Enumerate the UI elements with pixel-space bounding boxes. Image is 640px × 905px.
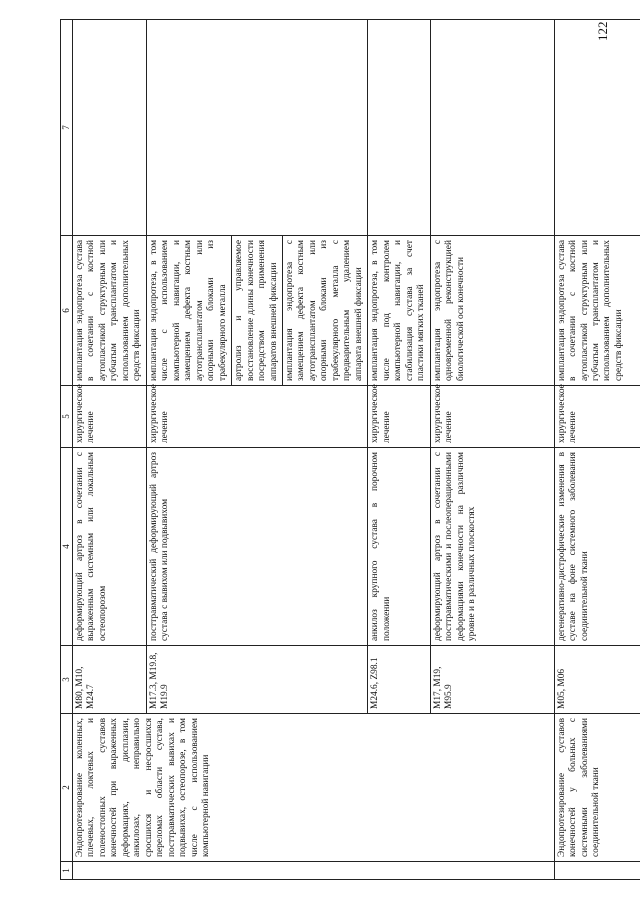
- empty-cell: [554, 20, 640, 236]
- treatment-method: имплантация эндопротеза с замещением дефекта костным аутотрансплантатом или опорными блоками из трабекулярного металла с предварительным удалением аппарата внешней фиксации: [282, 236, 367, 386]
- number-cell: [554, 862, 640, 880]
- diagnosis-codes: M24.6, Z98.1: [368, 646, 430, 714]
- treatment-type: хирургическое лечение: [368, 386, 430, 448]
- column-number: 7: [61, 20, 73, 236]
- column-number-row: [61, 20, 73, 880]
- empty-cell: [146, 20, 367, 236]
- diagnosis-codes: M17, M19, M95.9: [430, 646, 554, 714]
- column-number: 5: [61, 386, 73, 448]
- column-number: 3: [61, 646, 73, 714]
- treatment-method: имплантация эндопротеза, в том числе под контролем компьютерной навигации, и стабилизация сустава за счет пластики мягких тканей: [368, 236, 430, 386]
- column-number: 6: [61, 236, 73, 386]
- treatment-type: хирургическое лечение: [73, 386, 147, 448]
- patient-model: посттравматический деформирующий артроз сустава с вывихом или подвывихом: [146, 448, 367, 646]
- treatment-type: хирургическое лечение: [554, 386, 640, 448]
- column-number: 1: [61, 862, 73, 880]
- procedure-name: Эндопротезирование коленных, плечевых, локтевых и голеностопных суставов конечностей при выраженных деформациях, дисплазии, анкилозах, неправильно сросшихся и несросшихся переломах области сустава, посттравматических вывихах и подвывихах, остеопорозе, в том числе с использованием компьютерной навигации: [73, 714, 555, 862]
- empty-cell: [430, 20, 554, 236]
- diagnosis-codes: M17.3, M19.8, M19.9: [146, 646, 367, 714]
- treatment-method: имплантация эндопротеза с одновременной реконструкцией биологической оси конечности: [430, 236, 554, 386]
- page-number: 122: [595, 21, 610, 41]
- column-number: 4: [61, 448, 73, 646]
- procedure-name: Эндопротезирование суставов конечностей у больных с системными заболеваниями соединительной ткани: [554, 714, 640, 862]
- diagnosis-codes: M05, M06: [554, 646, 640, 714]
- diagnosis-codes: M80, M10, M24.7: [73, 646, 147, 714]
- empty-cell: [368, 20, 430, 236]
- column-number: 2: [61, 714, 73, 862]
- treatment-method: имплантация эндопротеза сустава в сочетании с костной аутопластикой структурным или губчатым трансплантатом и использованием дополнительных средств фиксации: [73, 236, 147, 386]
- treatment-type: хирургическое лечение: [146, 386, 367, 448]
- table-row: [73, 20, 147, 880]
- treatment-method: артролиз и управляемое восстановление длины конечности посредством применения аппаратов внешней фиксации: [232, 236, 283, 386]
- number-cell: [73, 862, 555, 880]
- treatment-method: имплантация эндопротеза сустава в сочетании с костной аутопластикой структурным или губчатым трансплантатом и использованием дополнительных средств фиксации: [554, 236, 640, 386]
- table-row: [554, 20, 640, 880]
- patient-model: деформирующий артроз в сочетании с посттравматическими и послеоперационными деформациями конечности на различном уровне и в различных плоскостях: [430, 448, 554, 646]
- patient-model: деформирующий артроз в сочетании с выраженным системным или локальным остеопорозом: [73, 448, 147, 646]
- patient-model: дегенеративно-дистрофические изменения в суставе на фоне системного заболевания соединительной ткани: [554, 448, 640, 646]
- procedures-table: [60, 19, 640, 880]
- empty-cell: [73, 20, 147, 236]
- patient-model: анкилоз крупного сустава в порочном положении: [368, 448, 430, 646]
- treatment-method: имплантация эндопротеза, в том числе с использованием компьютерной навигации, и замещением дефекта костным аутотрансплантатом или опорными блоками из трабекулярного металла: [146, 236, 231, 386]
- treatment-type: хирургическое лечение: [430, 386, 554, 448]
